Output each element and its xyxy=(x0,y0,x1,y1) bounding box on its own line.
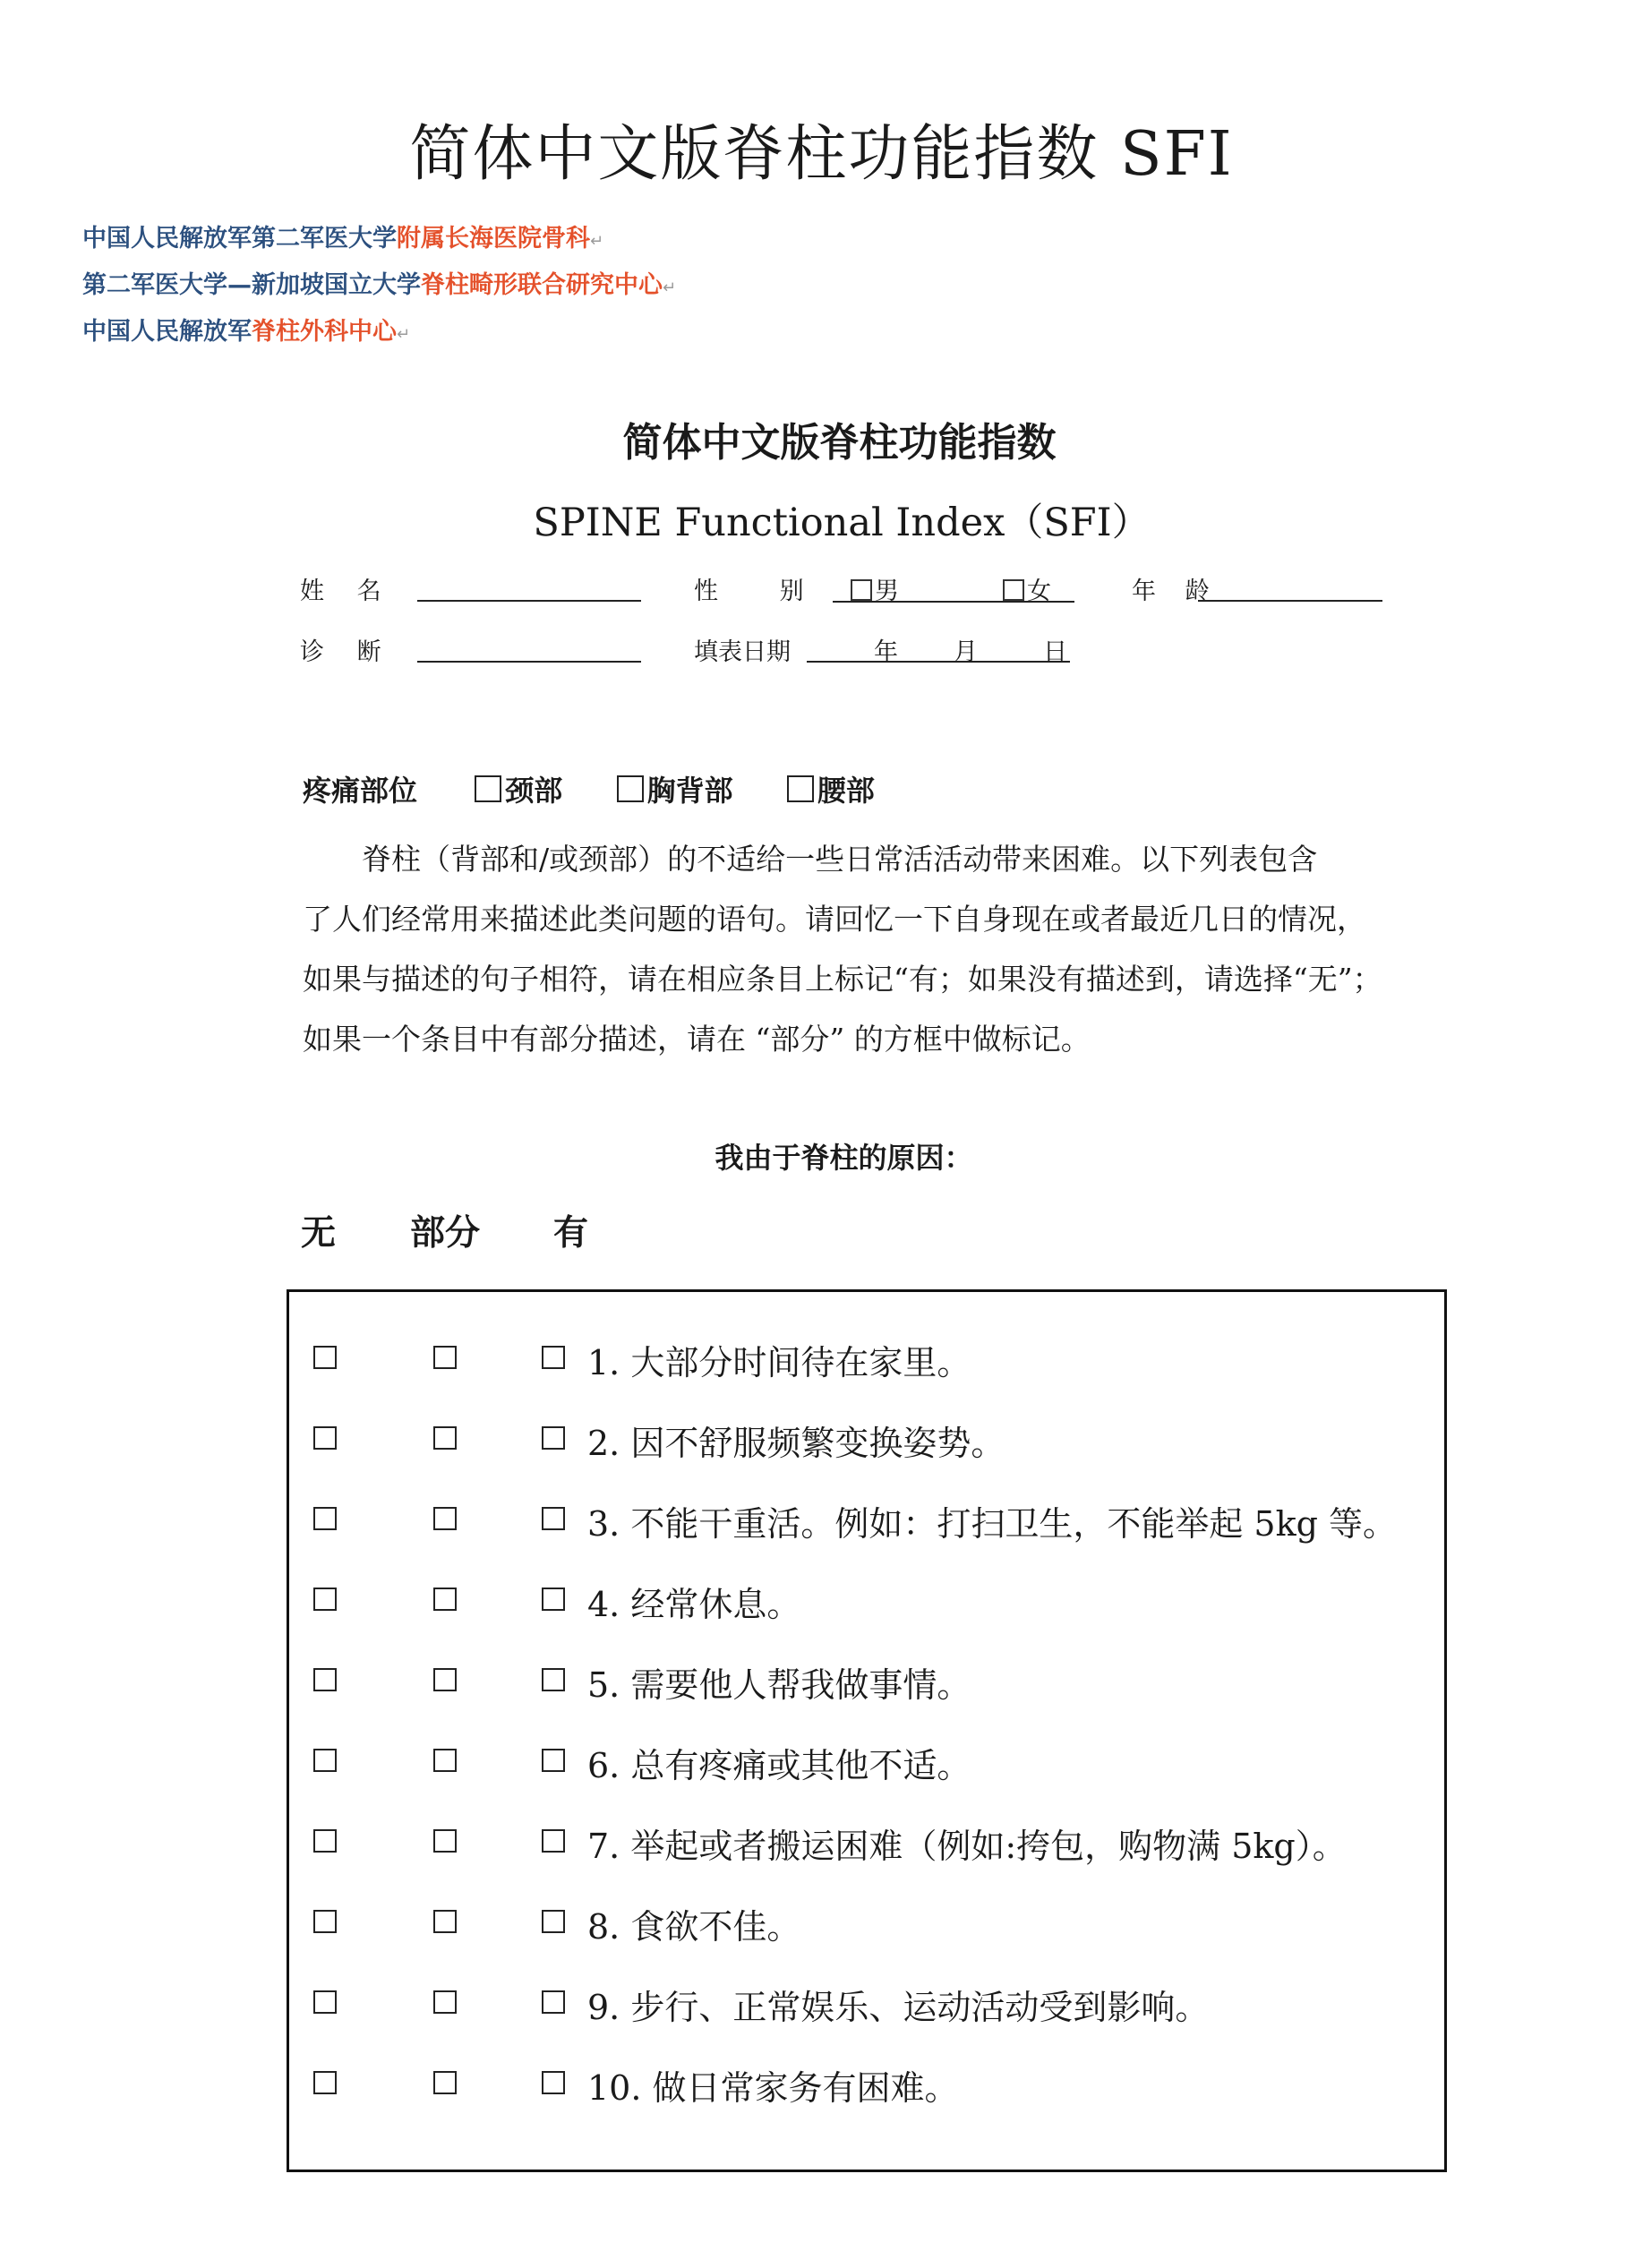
form-title: 简体中文版脊柱功能指数 xyxy=(622,420,1057,466)
section-title: 我由于脊柱的原因： xyxy=(715,1141,973,1175)
sex-option-female[interactable]: 女 xyxy=(1003,571,1051,606)
institution-line-3 xyxy=(82,312,410,347)
institution-line-1 xyxy=(82,218,603,253)
institution-1-red: 附属长海医院骨科 xyxy=(397,225,590,252)
main-title: 简体中文版脊柱功能指数 SFI xyxy=(409,119,1234,190)
pain-site-row xyxy=(303,768,875,809)
diagnosis-label: 诊 断 xyxy=(300,638,394,666)
pain-option-lumbar[interactable]: 腰部 xyxy=(787,774,875,808)
name-field[interactable] xyxy=(417,600,641,602)
question-row xyxy=(289,1571,1444,1625)
column-header-yes: 有 xyxy=(553,1212,589,1254)
question-row xyxy=(289,1330,1444,1383)
date-label: 填表日期 xyxy=(694,638,791,666)
checkbox-partial[interactable] xyxy=(433,1426,457,1450)
diagnosis-field[interactable] xyxy=(417,661,641,663)
sex-field xyxy=(833,571,1074,603)
pain-option-neck[interactable]: 颈部 xyxy=(475,774,562,808)
checkbox-partial[interactable] xyxy=(433,1990,457,2014)
checkbox-none[interactable] xyxy=(313,1588,337,1611)
sex-option-male[interactable]: 男 xyxy=(851,571,899,606)
date-year: 年 xyxy=(874,638,898,666)
checkbox-partial[interactable] xyxy=(433,1588,457,1611)
question-row xyxy=(289,1652,1444,1706)
paragraph-mark: ↵ xyxy=(663,278,677,297)
checkbox-none[interactable] xyxy=(313,1990,337,2014)
question-row xyxy=(289,2055,1444,2109)
checkbox-partial[interactable] xyxy=(433,1346,457,1369)
question-text: 10. 做日常家务有困难。 xyxy=(587,2068,959,2108)
form-subtitle: SPINE Functional Index（SFI） xyxy=(533,501,1151,545)
checkbox-none[interactable] xyxy=(313,1507,337,1530)
checkbox-yes[interactable] xyxy=(542,1910,565,1933)
question-row xyxy=(289,1733,1444,1786)
question-text: 5. 需要他人帮我做事情。 xyxy=(587,1665,971,1705)
name-label: 姓 名 xyxy=(300,578,394,605)
checkbox-partial[interactable] xyxy=(433,1668,457,1691)
question-row xyxy=(289,1974,1444,2028)
checkbox-yes[interactable] xyxy=(542,1829,565,1853)
checkbox-none[interactable] xyxy=(313,1910,337,1933)
column-header-none: 无 xyxy=(301,1212,337,1254)
column-header-partial: 部分 xyxy=(410,1212,481,1254)
checkbox-yes[interactable] xyxy=(542,1588,565,1611)
question-text: 3. 不能干重活。例如：打扫卫生，不能举起 5kg 等。 xyxy=(587,1504,1398,1544)
pain-site-label: 疼痛部位 xyxy=(303,774,418,808)
date-field[interactable] xyxy=(807,632,1070,666)
question-text: 1. 大部分时间待在家里。 xyxy=(587,1343,971,1382)
checkbox-none[interactable] xyxy=(313,1426,337,1450)
checkbox-none[interactable] xyxy=(313,1668,337,1691)
age-field[interactable] xyxy=(1198,600,1382,602)
question-row xyxy=(289,1410,1444,1464)
checkbox-none[interactable] xyxy=(313,1346,337,1369)
checkbox-partial[interactable] xyxy=(433,1910,457,1933)
checkbox-none[interactable] xyxy=(313,2071,337,2094)
instruction-line: 脊柱（背部和/或颈部）的不适给一些日常活活动带来困难。以下列表包含 xyxy=(362,842,1318,877)
checkbox-partial[interactable] xyxy=(433,2071,457,2094)
question-text: 7. 举起或者搬运困难（例如:挎包，购物满 5kg）。 xyxy=(587,1827,1347,1866)
checkbox-yes[interactable] xyxy=(542,1668,565,1691)
institution-2-blue: 第二军医大学—新加坡国立大学 xyxy=(82,271,421,299)
sex-label: 性 别 xyxy=(694,578,831,605)
question-row xyxy=(289,1491,1444,1545)
checkbox-yes[interactable] xyxy=(542,1749,565,1772)
question-row xyxy=(289,1813,1444,1867)
checkbox-none[interactable] xyxy=(313,1749,337,1772)
checkbox-none[interactable] xyxy=(313,1829,337,1853)
paragraph-mark: ↵ xyxy=(397,325,411,344)
question-text: 2. 因不舒服频繁变换姿势。 xyxy=(587,1424,1005,1463)
date-month: 月 xyxy=(954,638,978,666)
checkbox-icon[interactable] xyxy=(787,775,814,802)
question-text: 9. 步行、正常娱乐、运动活动受到影响。 xyxy=(587,1988,1210,2027)
checkbox-partial[interactable] xyxy=(433,1829,457,1853)
institution-2-red: 脊柱畸形联合研究中心 xyxy=(421,271,663,299)
institution-3-red: 脊柱外科中心 xyxy=(252,318,397,346)
institution-line-2 xyxy=(82,265,676,300)
checkbox-yes[interactable] xyxy=(542,1346,565,1369)
checkbox-icon[interactable] xyxy=(851,579,872,601)
institution-1-blue: 中国人民解放军第二军医大学 xyxy=(82,225,397,252)
paragraph-mark: ↵ xyxy=(590,232,604,251)
instruction-line: 如果与描述的句子相符，请在相应条目上标记“有；如果没有描述到，请选择“无”； xyxy=(303,962,1382,997)
instructions xyxy=(303,829,1431,1069)
date-day: 日 xyxy=(1043,638,1067,666)
instruction-line: 了人们经常用来描述此类问题的语句。请回忆一下自身现在或者最近几日的情况， xyxy=(303,902,1366,937)
checkbox-icon[interactable] xyxy=(475,775,501,802)
question-row xyxy=(289,1894,1444,1947)
question-text: 4. 经常休息。 xyxy=(587,1585,801,1624)
checkbox-yes[interactable] xyxy=(542,1426,565,1450)
checkbox-yes[interactable] xyxy=(542,1990,565,2014)
checkbox-partial[interactable] xyxy=(433,1507,457,1530)
checkbox-yes[interactable] xyxy=(542,1507,565,1530)
question-table xyxy=(287,1289,1447,2172)
checkbox-yes[interactable] xyxy=(542,2071,565,2094)
instruction-line: 如果一个条目中有部分描述，请在 “部分” 的方框中做标记。 xyxy=(303,1022,1091,1057)
checkbox-icon[interactable] xyxy=(1003,579,1024,601)
question-text: 6. 总有疼痛或其他不适。 xyxy=(587,1746,971,1785)
institution-3-blue: 中国人民解放军 xyxy=(82,318,252,346)
checkbox-icon[interactable] xyxy=(617,775,644,802)
checkbox-partial[interactable] xyxy=(433,1749,457,1772)
question-text: 8. 食欲不佳。 xyxy=(587,1907,801,1947)
pain-option-thoracic[interactable]: 胸背部 xyxy=(617,774,733,808)
age-label: 年 龄 xyxy=(1132,578,1220,605)
